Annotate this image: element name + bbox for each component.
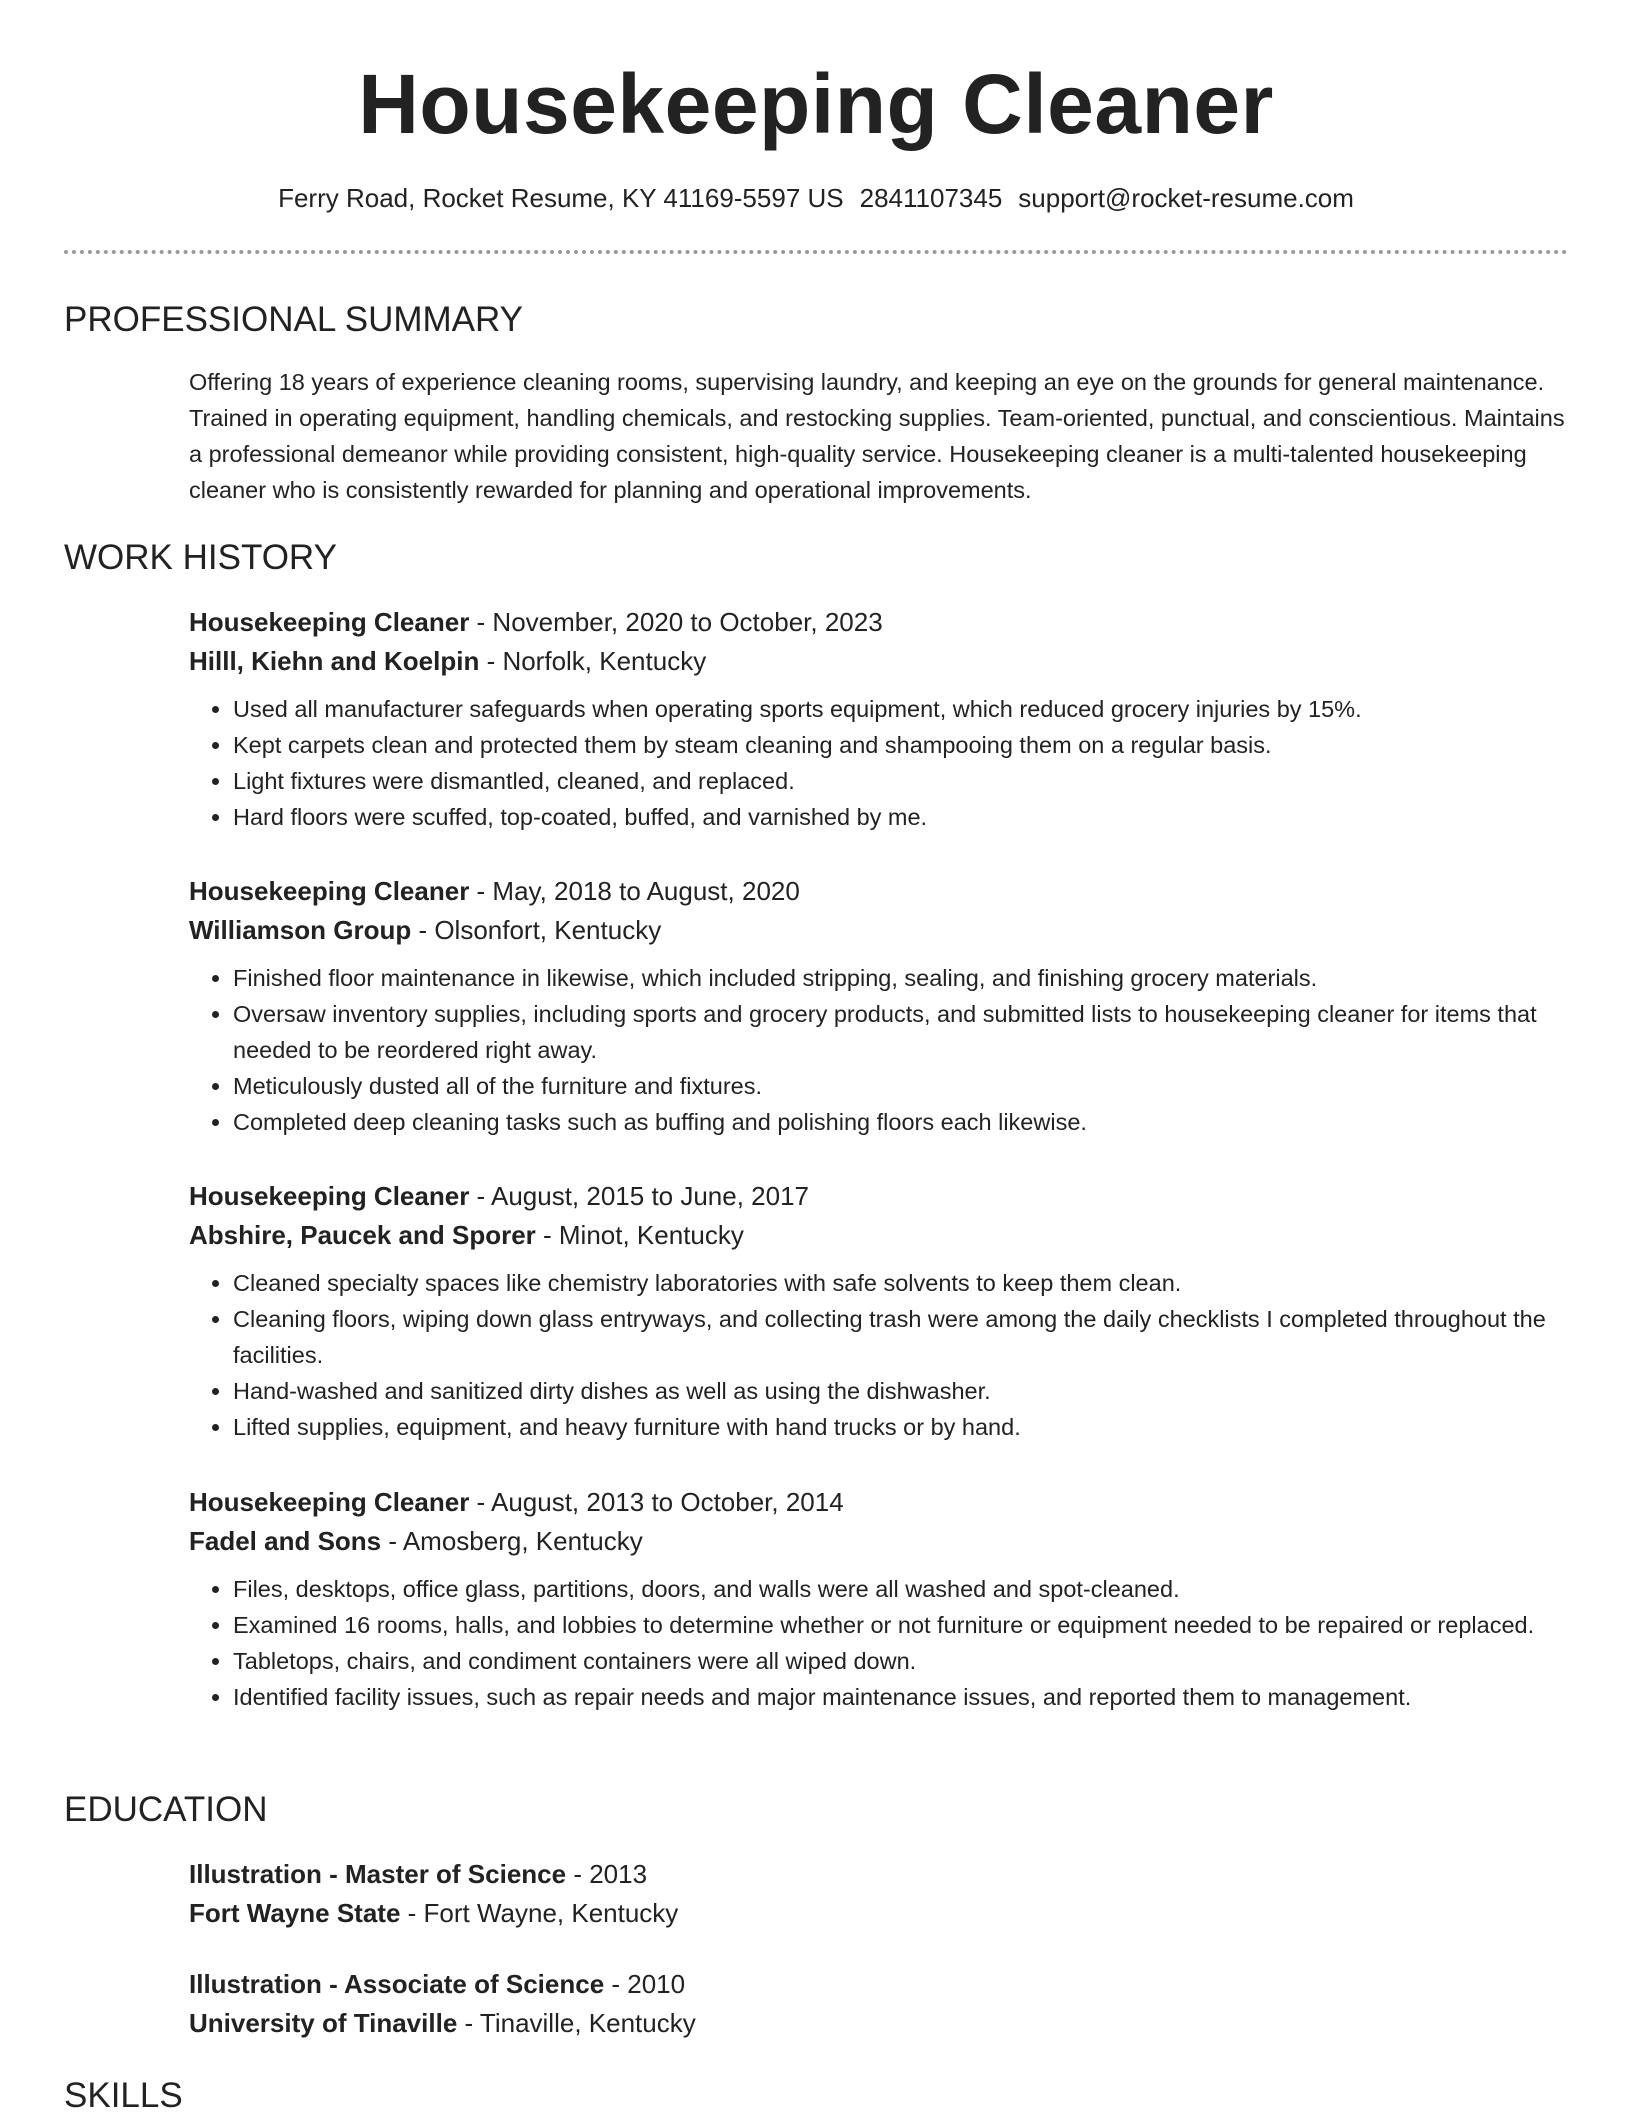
bullet-item: • Lifted supplies, equipment, and heavy furniture with hand trucks or by hand. — [233, 1409, 1568, 1445]
job-dates: - August, 2013 to October, 2014 — [469, 1487, 844, 1517]
school-location: - Tinaville, Kentucky — [457, 2008, 696, 2038]
bullet-item: • Completed deep cleaning tasks such as buffing and polishing floors each likewise. — [233, 1104, 1568, 1140]
school-row — [189, 2004, 1568, 2043]
job-entry-2 — [189, 872, 1568, 1140]
school-location: - Fort Wayne, Kentucky — [400, 1898, 679, 1928]
job-company: Williamson Group — [189, 915, 412, 945]
job-bullets — [189, 1265, 1568, 1445]
contact-address: Ferry Road, Rocket Resume, KY 41169-5597 US — [278, 183, 844, 213]
job-company-row — [189, 1216, 1568, 1255]
job-title: Housekeeping Cleaner — [189, 607, 470, 637]
job-title: Housekeeping Cleaner — [189, 1487, 470, 1517]
degree: Illustration - Master of Science — [189, 1859, 567, 1889]
job-company: Abshire, Paucek and Sporer — [189, 1220, 536, 1250]
bullet-item: • Oversaw inventory supplies, including sports and grocery products, and submitted lists to housekeeping cleaner for items that needed to be reordered right away. — [233, 996, 1568, 1068]
contact-email: support@rocket-resume.com — [1018, 183, 1354, 213]
header-divider — [64, 250, 1568, 254]
job-company-row — [189, 642, 1568, 681]
bullet-item: • Cleaning floors, wiping down glass entryways, and collecting trash were among the daily checklists I completed throughout the facilities. — [233, 1301, 1568, 1373]
bullet-item: • Hard floors were scuffed, top-coated, buffed, and varnished by me. — [233, 799, 1568, 835]
resume-name: Housekeeping Cleaner — [358, 57, 1274, 151]
bullet-item: • Finished floor maintenance in likewise, which included stripping, sealing, and finishing grocery materials. — [233, 960, 1568, 996]
bullet-item: • Meticulously dusted all of the furniture and fixtures. — [233, 1068, 1568, 1104]
job-location: - Olsonfort, Kentucky — [411, 915, 662, 945]
bullet-item: • Cleaned specialty spaces like chemistry laboratories with safe solvents to keep them clean. — [233, 1265, 1568, 1301]
school-row — [189, 1894, 1568, 1933]
job-entry-4 — [189, 1483, 1568, 1715]
bullet-item: • Hand-washed and sanitized dirty dishes as well as using the dishwasher. — [233, 1373, 1568, 1409]
job-dates: - August, 2015 to June, 2017 — [469, 1181, 810, 1211]
work-history-heading: WORK HISTORY — [64, 538, 337, 577]
job-title-row — [189, 1177, 1568, 1216]
bullet-item: • Identified facility issues, such as repair needs and major maintenance issues, and reported them to management. — [233, 1679, 1568, 1715]
summary-heading: PROFESSIONAL SUMMARY — [64, 300, 523, 339]
education-entry-1 — [189, 1855, 1568, 1933]
job-title: Housekeeping Cleaner — [189, 1181, 470, 1211]
job-entry-3 — [189, 1177, 1568, 1445]
school: University of Tinaville — [189, 2008, 458, 2038]
degree-year: - 2010 — [604, 1969, 686, 1999]
job-bullets — [189, 960, 1568, 1140]
school: Fort Wayne State — [189, 1898, 401, 1928]
job-title-row — [189, 1483, 1568, 1522]
job-bullets — [189, 691, 1568, 835]
bullet-item: • Kept carpets clean and protected them by steam cleaning and shampooing them on a regular basis. — [233, 727, 1568, 763]
job-dates: - May, 2018 to August, 2020 — [469, 876, 800, 906]
contact-phone: 2841107345 — [859, 183, 1003, 213]
education-entry-2 — [189, 1965, 1568, 2043]
job-company: Hilll, Kiehn and Koelpin — [189, 646, 480, 676]
job-entry-1 — [189, 603, 1568, 835]
summary-text: Offering 18 years of experience cleaning rooms, supervising laundry, and keeping an eye on the grounds for general maintenance. Trained in operating equipment, handling chemicals, and restocking supplies. Team-oriented, punctual, and conscientious. Maintains a professional demeanor while providing consistent, high-quality service. Housekeeping cleaner is a multi-talented housekeeping cleaner who is consistently rewarded for planning and operational improvements. — [189, 369, 1565, 503]
bullet-item: • Files, desktops, office glass, partitions, doors, and walls were all washed and spot-cleaned. — [233, 1571, 1568, 1607]
job-company: Fadel and Sons — [189, 1526, 382, 1556]
degree-year: - 2013 — [566, 1859, 648, 1889]
job-bullets — [189, 1571, 1568, 1715]
job-location: - Norfolk, Kentucky — [479, 646, 707, 676]
job-title: Housekeeping Cleaner — [189, 876, 470, 906]
bullet-item: • Light fixtures were dismantled, cleaned, and replaced. — [233, 763, 1568, 799]
job-location: - Amosberg, Kentucky — [381, 1526, 643, 1556]
bullet-item: • Examined 16 rooms, halls, and lobbies to determine whether or not furniture or equipment needed to be repaired or replaced. — [233, 1607, 1568, 1643]
degree-row — [189, 1965, 1568, 2004]
degree: Illustration - Associate of Science — [189, 1969, 605, 1999]
bullet-item: • Tabletops, chairs, and condiment containers were all wiped down. — [233, 1643, 1568, 1679]
bullet-item: • Used all manufacturer safeguards when operating sports equipment, which reduced grocery injuries by 15%. — [233, 691, 1568, 727]
job-dates: - November, 2020 to October, 2023 — [469, 607, 883, 637]
job-location: - Minot, Kentucky — [535, 1220, 744, 1250]
job-company-row — [189, 1522, 1568, 1561]
job-title-row — [189, 872, 1568, 911]
education-heading: EDUCATION — [64, 1790, 268, 1829]
contact-line — [0, 180, 1632, 216]
job-title-row — [189, 603, 1568, 642]
skills-heading: SKILLS — [64, 2076, 183, 2115]
degree-row — [189, 1855, 1568, 1894]
job-company-row — [189, 911, 1568, 950]
